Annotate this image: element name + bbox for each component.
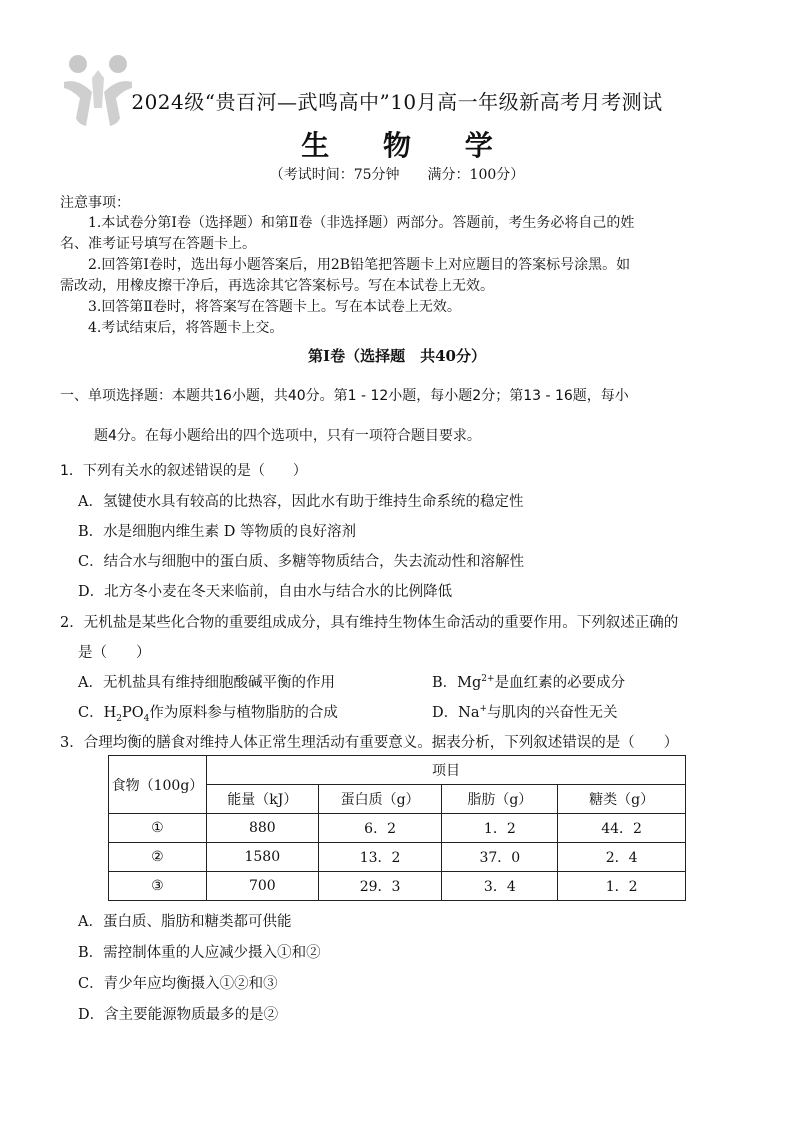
row-label: ②	[109, 843, 207, 872]
table-corner: 食物（100g）	[109, 756, 207, 814]
section-instruction: 一、单项选择题：本题共16小题，共40分。第1 - 12小题，每小题2分；第13 - 16题，每小	[60, 388, 629, 404]
question-stem: 是（ ）	[78, 645, 151, 661]
note-line: 2.回答第Ⅰ卷时，选出每小题答案后，用2B铅笔把答题卡上对应题目的答案标号涂黑。如	[88, 257, 631, 273]
note-line: 名、准考证号填写在答题卡上。	[60, 236, 256, 252]
option: B．需控制体重的人应减少摄入①和②	[78, 945, 321, 961]
notes-heading: 注意事项：	[60, 195, 130, 211]
exam-title: 2024级“贵百河—武鸣高中”10月高一年级新高考月考测试	[131, 90, 663, 114]
column-header: 蛋白质（g）	[318, 785, 442, 814]
table-row	[109, 843, 686, 872]
note-line: 1.本试卷分第Ⅰ卷（选择题）和第Ⅱ卷（非选择题）两部分。答题前，考生务必将自己的姓	[88, 215, 635, 231]
option: C．青少年应均衡摄入①②和③	[78, 976, 278, 992]
table-cell: 700	[206, 872, 318, 901]
table-cell: 13．2	[318, 843, 442, 872]
table-header-row	[109, 756, 686, 785]
table-cell: 6．2	[318, 814, 442, 843]
table-cell: 880	[206, 814, 318, 843]
table-row	[109, 872, 686, 901]
table-group-header: 项目	[206, 756, 685, 785]
note-line: 4.考试结束后，将答题卡上交。	[88, 320, 284, 336]
table-cell: 1．2	[558, 872, 686, 901]
row-label: ③	[109, 872, 207, 901]
table-cell: 1．2	[442, 814, 558, 843]
question-stem: 2．无机盐是某些化合物的重要组成成分，具有维持生物体生命活动的重要作用。下列叙述正确的	[60, 615, 679, 631]
column-header: 脂肪（g）	[442, 785, 558, 814]
section-instruction: 题4分。在每小题给出的四个选项中，只有一项符合题目要求。	[94, 428, 481, 444]
table-cell: 2．4	[558, 843, 686, 872]
note-line: 需改动，用橡皮擦干净后，再选涂其它答案标号。写在本试卷上无效。	[60, 278, 494, 294]
option: C．$H_2PO_4$作为原料参与植物脂肪的合成	[78, 705, 338, 724]
option: D．Na+与肌肉的兴奋性无关	[432, 704, 618, 721]
table-cell: 44．2	[558, 814, 686, 843]
section-title: 第Ⅰ卷（选择题 共40分）	[308, 347, 486, 365]
question-stem: 1．下列有关水的叙述错误的是（ ）	[60, 463, 307, 479]
subject-title: 生 物 学	[301, 129, 515, 162]
option: B．$Mg^{2+}$是血红素的必要成分	[432, 674, 626, 691]
option: A．氢键使水具有较高的比热容，因此水有助于维持生命系统的稳定性	[78, 494, 524, 510]
table-cell: 37．0	[442, 843, 558, 872]
table-row	[109, 814, 686, 843]
option: C．结合水与细胞中的蛋白质、多糖等物质结合，失去流动性和溶解性	[78, 554, 525, 570]
option: A．蛋白质、脂肪和糖类都可供能	[78, 914, 292, 930]
option: D．含主要能源物质最多的是②	[78, 1007, 279, 1023]
note-line: 3.回答第Ⅱ卷时，将答案写在答题卡上。写在本试卷上无效。	[88, 299, 461, 315]
row-label: ①	[109, 814, 207, 843]
table-cell: 29．3	[318, 872, 442, 901]
table-cell: 3．4	[442, 872, 558, 901]
food-table	[108, 755, 686, 901]
column-header: 糖类（g）	[558, 785, 686, 814]
option: A．无机盐具有维持细胞酸碱平衡的作用	[78, 675, 335, 691]
option: D．北方冬小麦在冬天来临前，自由水与结合水的比例降低	[78, 584, 453, 600]
exam-info: （考试时间：75分钟 满分：100分）	[269, 167, 525, 183]
column-header: 能量（kJ）	[206, 785, 318, 814]
question-stem: 3．合理均衡的膳食对维持人体正常生理活动有重要意义。据表分析，下列叙述错误的是（ ）	[60, 735, 679, 751]
table-cell: 1580	[206, 843, 318, 872]
option: B．水是细胞内维生素 D 等物质的良好溶剂	[78, 524, 356, 540]
